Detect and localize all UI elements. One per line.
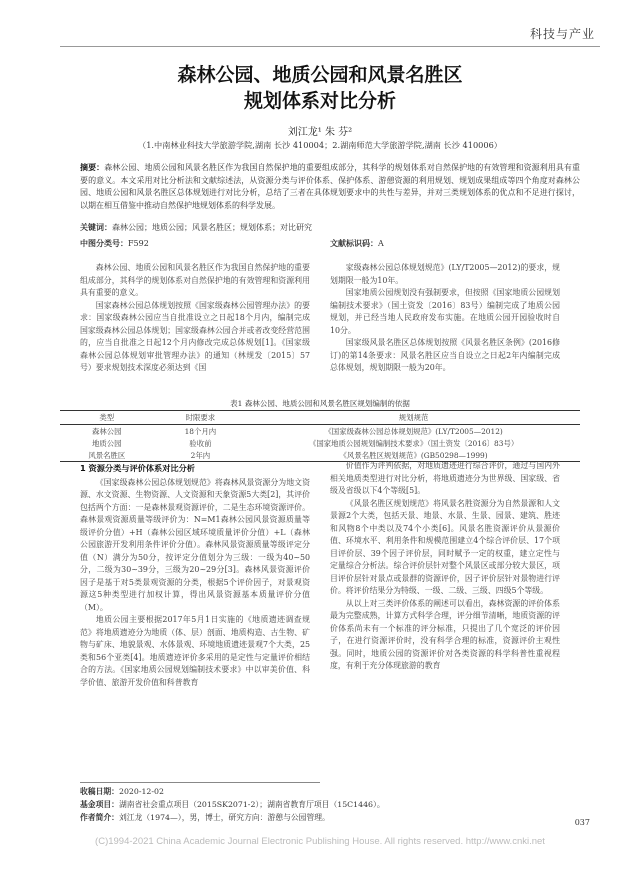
table-cell: 《风景名胜区规划规范》(GB50298—1999) xyxy=(247,449,580,462)
doc-code-label: 文献标识码： xyxy=(330,239,378,248)
received-label: 收稿日期： xyxy=(80,787,119,796)
paragraph: 国家级风景名胜区总体规划按照《风景名胜区条例》(2016修订)的第14条要求：风景名胜区应当自设立之日起2年内编制完成总体规划，规划期限一般为20年。 xyxy=(330,338,560,372)
author-bio-label: 作者简介： xyxy=(80,813,119,822)
title-line-1: 森林公园、地质公园和风景名胜区 xyxy=(177,64,463,86)
table-header: 时限要求 xyxy=(154,411,248,425)
table-cell: 《国家级森林公园总体规划规范》(LY/T2005—2012) xyxy=(324,426,503,436)
keywords-text: 森林公园；地质公园；风景名胜区；规划体系；对比研究 xyxy=(112,223,312,232)
keywords xyxy=(80,222,580,234)
table-row xyxy=(60,437,580,449)
authors: 刘江龙¹ 朱 芬² xyxy=(287,127,353,138)
copyright-watermark: (C)1994-2021 China Academic Journal Electronic Publishing House. All rights reserved. http://www.cnki.net xyxy=(95,836,545,847)
header-rule xyxy=(60,46,600,47)
paragraph: 价值作为评判依据，对地质遗迹进行综合评价，通过与国内外相关地质类型进行对比分析，将地质遗迹分为世界级、国家级、省级及省级以下4个等级[5]。 xyxy=(330,461,560,495)
table-cell: 风景名胜区 xyxy=(60,449,154,462)
received-date xyxy=(80,785,580,798)
table-cell: 地质公园 xyxy=(92,438,122,448)
keywords-label: 关键词： xyxy=(80,223,112,232)
abstract xyxy=(80,162,580,212)
abstract-label: 摘要： xyxy=(80,163,105,172)
table-header: 类型 xyxy=(60,411,154,425)
table-caption: 表1 森林公园、地质公园和风景名胜区规划编制的依据 xyxy=(230,399,410,408)
left-column-top xyxy=(80,262,310,397)
table-cell: 森林公园 xyxy=(92,426,122,436)
paragraph: 国家森林公园总体规划按照《国家级森林公园管理办法》的要求：国家级森林公园应当自批准设立之日起18个月内，编制完成国家级森林公园总体规划；国家级森林公园合并或者改变经营范围的，应当自批准之日起12个月内修改完成总体规划[1]。《国家级森林公园总体规划审批管理办法》的通知（林规发〔2015〕57号）要求规划技术深度必须达到《国 xyxy=(80,300,310,372)
footnotes xyxy=(80,782,580,824)
received-value: 2020-12-02 xyxy=(118,787,164,796)
right-column-bottom xyxy=(330,460,560,780)
fund-label: 基金项目： xyxy=(80,800,119,809)
planning-basis-table xyxy=(60,410,580,462)
abstract-text: 森林公园、地质公园和风景名胜区作为我国自然保护地的重要组成部分，其科学的规划体系对自然保护地的有效管理和资源利用具有重要的意义。本文采用对比分析法和文献综述法，从资源分类与评价体系、保护体系、游憩资源的利用规划、规划成果组成等四个角度对森林公园、地质公园和风景名胜区总体规划进行对比分析，总结了三者在具体规划要求中的共性与差异，并对三类规划体系的优点和不足进行探讨，以期在相互借鉴中推动自然保护地规划体系的科学发展。 xyxy=(80,163,581,210)
table-cell: 《国家地质公园规划编制技术要求》（国土资发〔2016〕83号） xyxy=(308,438,519,448)
table-cell: 2年内 xyxy=(154,449,248,462)
fund-value: 湖南省社会重点项目（2015SK2071-2）；湖南省教育厅项目（15C1446）。 xyxy=(118,800,385,809)
author-bio-value: 刘江龙（1974—），男，博士，研究方向：游憩与公园管理。 xyxy=(118,813,330,822)
fund-project xyxy=(80,798,580,811)
paragraph: 《风景名胜区规划规范》将风景名胜资源分为自然景源和人文景源2个大类，包括天景、地景、水景、生景、园景、建筑、胜迹和风物8个中类以及74个小类[6]。风景名胜资源评价从景源价值、环境水平、利用条件和规模范围建立4个综合评价层、17个项目评价层、39个因子评价层，同时赋予一定的权重，建立定性与定量综合分析法。综合评价层针对整个风景区或部分较大景区，项目评价层针对景点或景群的资源评价，因子评价层针对景物进行评价。将评价结果分为特级、一级、二级、三级、四级5个等级。 xyxy=(330,498,560,595)
page-number: 037 xyxy=(574,818,590,827)
paragraph: 家级森林公园总体规划规范》(LY/T2005—2012)的要求，规划期限一般为10年。 xyxy=(330,263,560,285)
table-cell: 18个月内 xyxy=(184,426,217,436)
right-column-top xyxy=(330,262,560,397)
doc-code xyxy=(330,238,384,249)
table-row xyxy=(60,425,580,438)
left-column-bottom xyxy=(80,460,310,780)
paragraph: 森林公园、地质公园和风景名胜区作为我国自然保护地的重要组成部分，其科学的规划体系对自然保护地的有效管理和资源利用具有重要的意义。 xyxy=(80,263,310,297)
affiliations: （1.中南林业科技大学旅游学院,湖南 长沙 410004；2.湖南师范大学旅游学院,湖南 长沙 410006） xyxy=(138,140,502,150)
classification-value: F592 xyxy=(128,239,149,248)
classification xyxy=(80,238,149,249)
paragraph: 国家地质公园规划没有强制要求，但按照《国家地质公园规划编制技术要求》（国土资发〔2016〕83号）编制完成了地质公园规划，并已经当地人民政府发布实施。在地质公园开园验收时自10分。 xyxy=(330,288,560,335)
title-line-2: 规划体系对比分析 xyxy=(243,90,396,112)
table-cell: 验收前 xyxy=(189,438,212,448)
author-bio xyxy=(80,811,580,824)
table-header: 规划规范 xyxy=(247,411,580,425)
classification-label: 中图分类号： xyxy=(80,239,128,248)
footnote-rule xyxy=(80,782,320,783)
section-heading: 1 资源分类与评价体系对比分析 xyxy=(80,463,195,473)
section-tag: 科技与产业 xyxy=(529,27,595,41)
paragraph: 《国家级森林公园总体规划规范》将森林风景资源分为地文资源、水文资源、生物资源、人文资源和天象资源5大类[2]，其评价包括两个方面：一是森林景观资源评价，二是生态环境资源评价。森林景观资源质量等级评价为：N=M1森林公园风景资源质量等级评价分值）+H（森林公园区域环境质量评价分值）+L（森林公园旅游开发利用条件评价分值）。森林风景资源质量等级评定分值（N）满分为50分，按评定分值划分为三级：一级为40~50分，二级为30~39分，三级为20~29分[3]。森林风景资源评价因子是基于对5类景观资源的分类，根据5个评价因子，对景观资源这5种类型进行加权计算，得出风景资源基本质量评价分值（M）。 xyxy=(80,477,310,612)
paragraph: 地质公园主要根据2017年5月1日实施的《地质遗迹调查规范》将地质遗迹分为地质（体、层）剖面、地质构造、古生物、矿物与矿床、地貌景观、水体景观、环境地质遗迹景观7个大类，25类和56个亚类[4]。地质遗迹评价多采用的是定性与定量评价相结合的方法。《国家地质公园规划编制技术要求》中以审美价值、科学价值、旅游开发价值和科普教育 xyxy=(80,615,310,687)
paragraph: 从以上对三类评价体系的阐述可以看出，森林资源的评价体系最为完整成熟，计算方式科学合理，评分细节清晰，地质资源的评价体系尚未有一个标准的评分标准，只提出了几个宽泛的评价因子，在进行资源评价时，没有科学合理的标准，资源评价主观性强。同时，地质公园的资源评价对各类资源的科学科普性重视程度，有利于充分体现旅游的教育 xyxy=(330,598,560,670)
doc-code-value: A xyxy=(378,239,384,248)
